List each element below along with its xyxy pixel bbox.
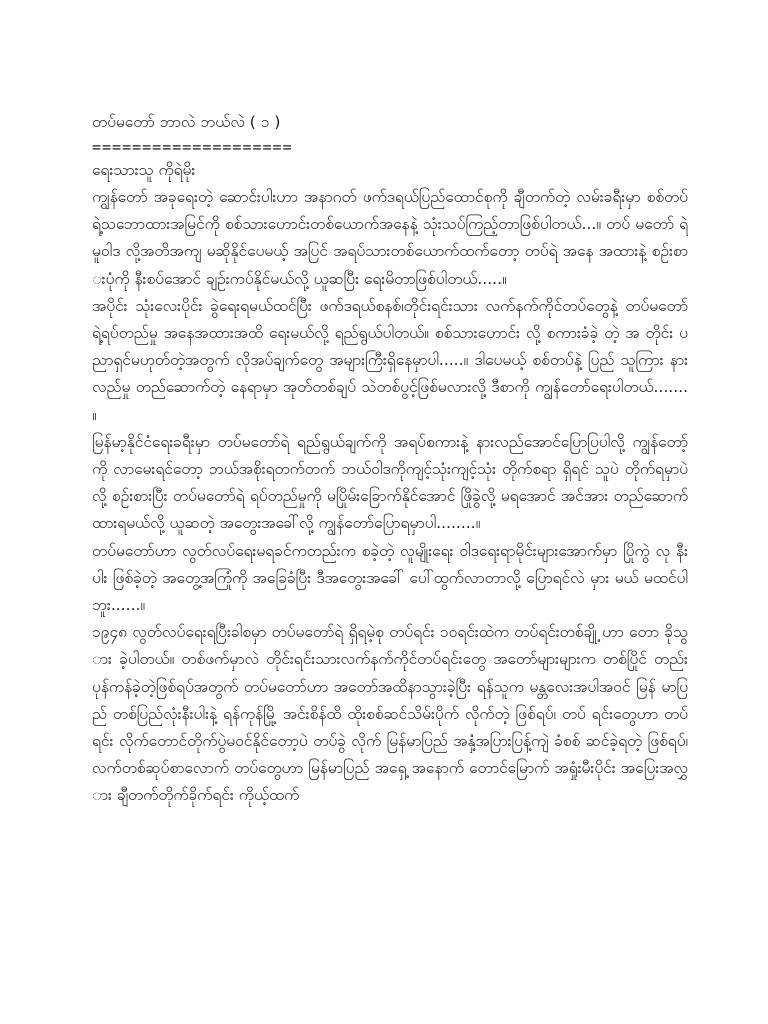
title-underline-rule: ==================== [92, 138, 293, 156]
paragraph-1: ကျွန်တော် အခုရေးတဲ့ ဆောင်းပါးဟာ အနာဂတ် ဖက်ဒရယ်ပြည်ထောင်စုကို ချီတက်တဲ့ လမ်းခရီးမှာ စစ်တပ်ရဲ့သဘောထားအမြင်ကို စစ်သားဟောင်းတစ်ယောက်အနေနဲ့ သုံးသပ်ကြည့်တာဖြစ်ပါတယ်...။ တပ် မတော် ရဲ မူဝါဒ လို့အတိအကျ မဆိုနိုင်ပေမယ့် အပြင် အရပ်သားတစ်ယောက်ထက်တော့ တပ်ရဲ အနေ အထားနဲ့ စဉ်းစားပုံကို နီးစပ်အောင် ချဉ်းကပ်နိုင်မယ်လို့ ယူဆပြီး ရေးမိတာဖြစ်ပါတယ်.....။ [92, 188, 688, 288]
document-title: တပ်မတော် ဘာလဲ ဘယ်လဲ ( ၁ ) [92, 113, 281, 131]
paragraph-5: ၁၉၄၈ လွတ်လပ်ရေးရပြီးခါစမှာ တပ်မတော်ရဲ ရှိရမဲ့စု တပ်ရင်း ၁၀ရင်းထဲက တပ်ရင်းတစ်ချို့ ဟာ တော ခိုသွား ခဲ့ပါတယ်။ တစ်ဖက်မှာလဲ တိုင်းရင်းသားလက်နက်ကိုင်တပ်ရင်းတွေ အတော်များများက တစ်ပြိုင် တည်း ပုန်ကန်ခဲ့တဲ့ဖြစ်ရပ်အတွက် တပ်မတော်ဟာ အတော်အထိနာသွားခဲ့ပြီး ရန်သူက မန္တလေးအပါအဝင် မြန် မာပြည် တစ်ပြည်လုံးနီးပါးနဲ့ ရန်ကုန်မြို့ အင်းစိန်ထိ ထိုးစစ်ဆင်သိမ်းပိုက် လိုက်တဲ့ ဖြစ်ရပ်၊ တပ် ရင်းတွေဟာ တပ်ရင်း လိုက်တောင်တိုက်ပွဲမဝင်နိုင်တော့ပဲ တပ်ခွဲ လိုက် မြန်မာပြည် အနှံ့အပြားပြန့်ကျဲ ခံစစ် ဆင်ခဲ့ရတဲ့ ဖြစ်ရပ်၊ လက်တစ်ဆုပ်စာလောက် တပ်တွေဟာ မြန်မာပြည် အရှေ့ အနောက် တောင်မြောက် အရှုံးမီးပိုင်း အပြေးအလွှား ချီတက်တိုက်ခိုက်ရင်း ကိုယ့်ထက် [92, 623, 688, 805]
paragraph-2: အပိုင်း သုံးလေးပိုင်း ခွဲရေးရမယ်ထင်ပြီး ဖက်ဒရယ်စနစ်၊တိုင်းရင်းသား လက်နက်ကိုင်တပ်တွေနဲ့ တပ်မတော် ရဲ့ရပ်တည်မှု အနေအထားအထိ ရေးမယ်လို့ ရည်ရွယ်ပါတယ်။ စစ်သားဟောင်း လို့ စကားခံခဲ့ တဲ့ အ တိုင်း ပညာရှင်မဟုတ်တဲ့အတွက် လိုအပ်ချက်တွေ အများကြီးရှိနေမှာပါ.....။ ဒါပေမယ့် စစ်တပ်နဲ့ ပြည် သူကြား နားလည်မှု တည်ဆောက်တဲ့ နေရာမှာ အုတ်တစ်ချပ် သဲတစ်ပွင့်ဖြစ်မလားလို့ ဒီစာကို ကျွန်တော်ရေးပါတယ်.......။ [92, 296, 688, 424]
paragraph-4: တပ်မတော်ဟာ လွတ်လပ်ရေးမရခင်ကတည်းက စခဲ့တဲ့ လူမျိုးရေး ဝါဒရေးရာမိုင်းများအောက်မှာ ပြိုကွဲ လု နီးပါး ဖြစ်ခဲ့တဲ့ အတွေ့အကြုံကို အခြေခံပြီး ဒီအတွေးအခေါ် ပေါ်ထွက်လာတာလို့ ပြောရင်လဲ မှား မယ် မထင်ပါဘူး......။ [92, 541, 688, 615]
document-page [92, 107, 688, 957]
author-line: ရေးသားသူ ကိုရဲမိုး [92, 161, 196, 179]
paragraph-3: မြန်မာ့နိုင်ငံရေးခရီးမှာ တပ်မတော်ရဲ ရည်ရွယ်ချက်ကို အရပ်စကားနဲ့ နားလည်အောင်ပြောပြပါလို့ ကျွန်တော့်ကို လာမေးရင်တော့ ဘယ်အစိုးရတက်တက် ဘယ်ဝါဒကိုကျင့်သုံးကျင့်သုံး တိုက်စရာ ရှိရင် သူပဲ တိုက်ရမှာပဲလို့ စဉ်းစားပြီး တပ်မတော်ရဲ ရပ်တည်မှုကို မပြိုမ်းခြောက်နိုင်အောင် ဖြိုခွဲလို့ မရအောင် အင်အား တည်ဆောက် ထားရမယ်လို့ ယူဆတဲ့ အတွေးအခေါ်လို့ ကျွန်တော်ပြောရမှာပါ........။ [92, 432, 688, 533]
